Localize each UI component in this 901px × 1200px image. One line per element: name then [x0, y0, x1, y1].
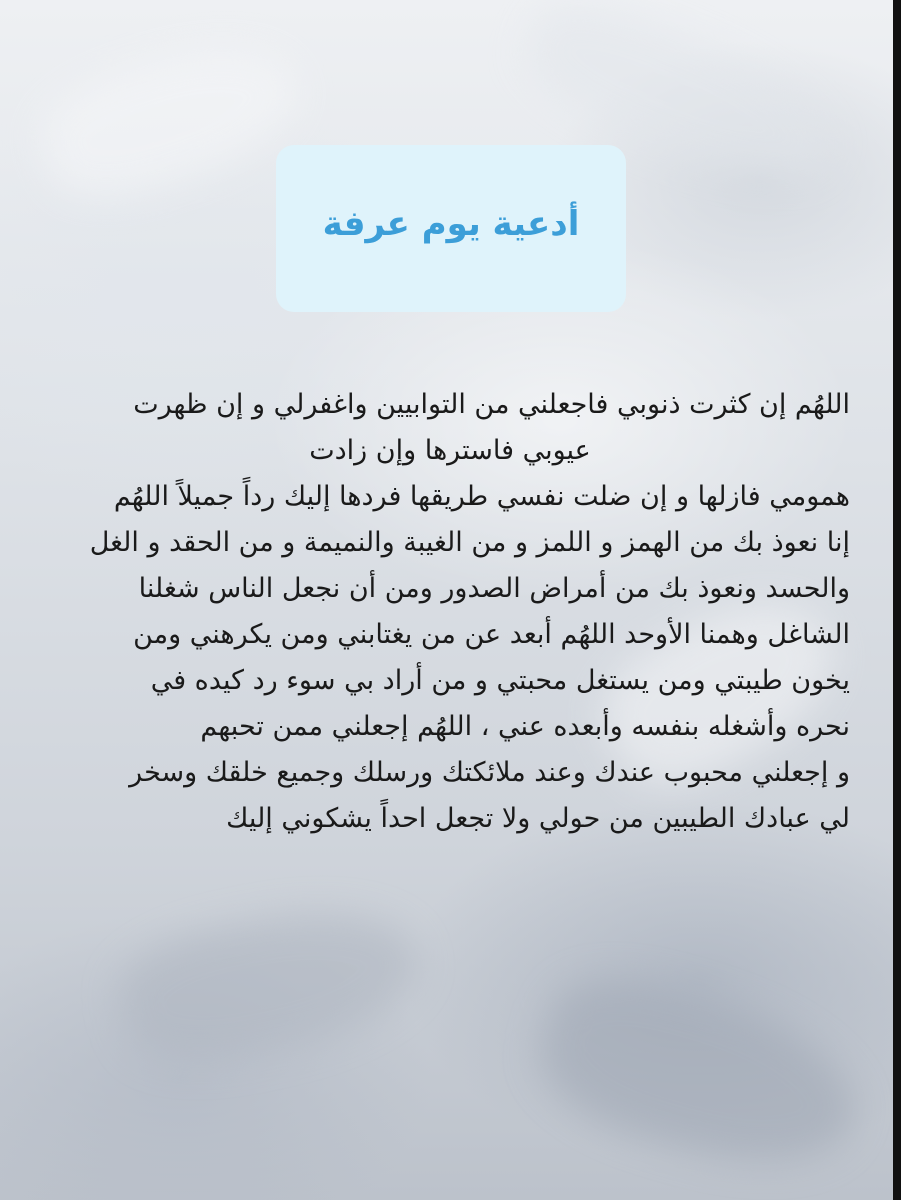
text-line: اللهُم إن كثرت ذنوبي فاجعلني من التوابيين واغفرلي و إن ظهرت	[133, 389, 850, 420]
text-line: عيوبي فاسترها وإن زادت	[309, 435, 591, 466]
text-line: نحره وأشغله بنفسه وأبعده عني ، اللهُم إجعلني ممن تحبهم	[200, 711, 850, 742]
brush-stroke	[28, 23, 312, 217]
text-line: الشاغل وهمنا الأوحد اللهُم أبعد عن من يغتابني ومن يكرهني ومن	[133, 619, 850, 650]
text-line: يخون طيبتي ومن يستغل محبتي و من أراد بي سوء رد كيده في	[150, 665, 850, 696]
page-title: أدعية يوم عرفة	[322, 203, 580, 244]
text-line: و إجعلني محبوب عندك وعند ملائكتك ورسلك وجميع خلقك وسخر	[129, 757, 850, 788]
brush-stroke	[110, 890, 430, 1080]
edge-bar	[893, 0, 901, 1200]
text-line: والحسد ونعوذ بك من أمراض الصدور ومن أن نجعل الناس شغلنا	[138, 573, 850, 604]
text-line: إنا نعوذ بك من الهمز و اللمز و من الغيبة والنميمة و من الحقد و الغل	[89, 527, 850, 558]
brush-stroke	[526, 959, 875, 1191]
title-card	[276, 145, 626, 312]
text-line: همومي فازلها و إن ضلت نفسي طريقها فردها إليك رداً جميلاً اللهُم	[113, 481, 850, 512]
prayer-text	[50, 382, 850, 842]
text-line: لي عبادك الطيبين من حولي ولا تجعل احداً يشكوني إليك	[226, 803, 850, 834]
